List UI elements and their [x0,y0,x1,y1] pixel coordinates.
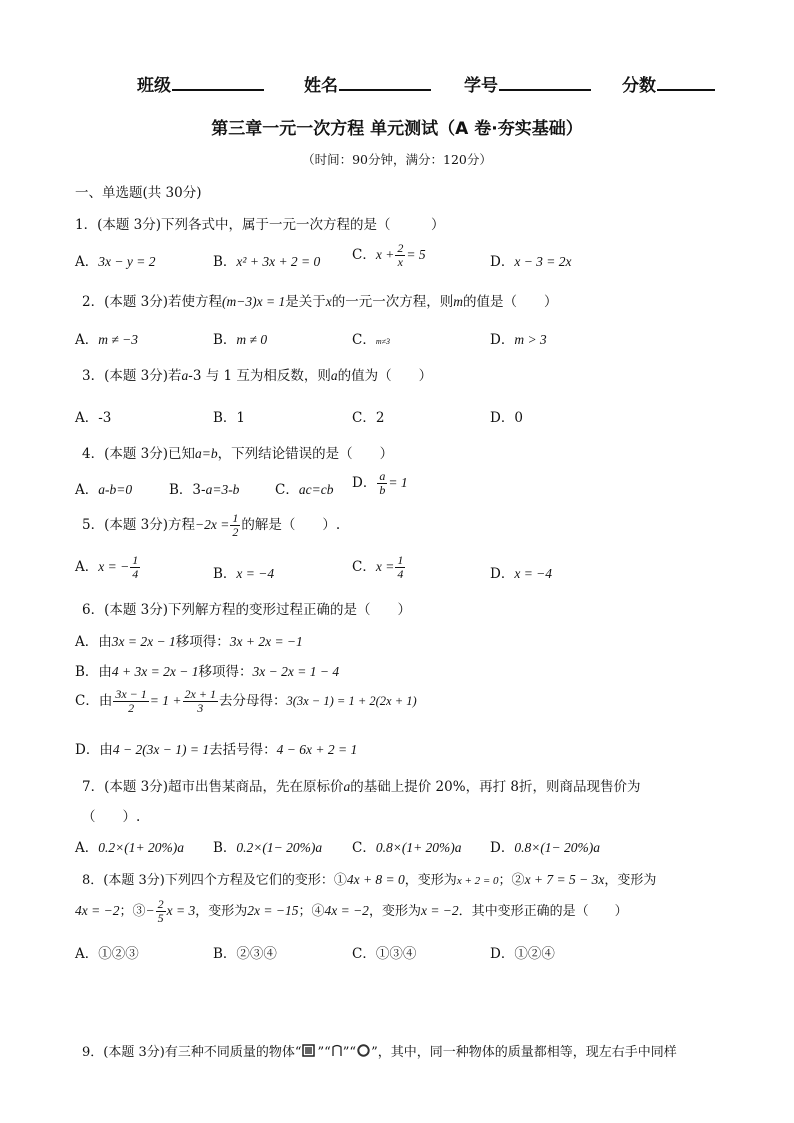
q3-option-c[interactable]: C．2 [352,410,385,426]
id-label: 学号 [464,76,498,96]
q1-option-b[interactable]: B．x² + 3x + 2 = 0 [213,254,321,270]
q3-option-b[interactable]: B．1 [213,410,246,426]
question-8-stem: 8．(本题 3分)下列四个方程及它们的变形：①4x + 8 = 0，变形为x + 2 = 0；②x + 7 = 5 − 3x，变形为 [82,872,657,888]
name-blank [339,73,431,91]
q8-option-b[interactable]: B．②③④ [213,946,277,962]
q6-option-b[interactable]: B．由4 + 3x = 2x − 1移项得：3x − 2x = 1 − 4 [75,664,340,680]
q5-option-c[interactable]: C．x = $\frac{1}{4}$ [352,553,404,581]
q2-option-d[interactable]: D．m > 3 [490,332,547,348]
score-blank [657,73,715,91]
score-field [622,71,715,96]
cylinder-icon [332,1044,342,1061]
q8-option-a[interactable]: A．①②③ [75,946,139,962]
q1-option-c[interactable]: C．x + $\frac{2}{x}$ = 5 [352,241,426,269]
question-2-stem: 2．(本题 3分)若使方程(m−3)x = 1是关于x的一元一次方程，则m的值是（ ） [82,294,558,310]
question-3-stem: 3．(本题 3分)若a-3 与 1 互为相反数，则a的值为（ ） [82,368,433,384]
q4-option-a[interactable]: A．a-b=0 [75,482,133,498]
class-blank [172,73,264,91]
q6-option-a[interactable]: A．由3x = 2x − 1移项得：3x + 2x = −1 [75,634,303,650]
question-9-stem: 9．(本题 3分)有三种不同质量的物体“ ”“ ”“ ”，其中，同一种物体的质量都相等，现左右手中同样 [82,1045,677,1060]
question-6-stem: 6．(本题 3分)下列解方程的变形过程正确的是（ ） [82,602,412,618]
q5-option-a[interactable]: A．x = − $\frac{1}{4}$ [75,553,139,581]
sphere-icon [357,1044,370,1061]
q2-option-c[interactable]: C．m≠3 [352,332,391,348]
question-1-stem: 1．(本题 3分)下列各式中，属于一元一次方程的是（ ） [75,217,445,233]
q3-option-d[interactable]: D．0 [490,410,523,426]
name-label: 姓名 [304,76,338,96]
q4-option-b[interactable]: B．3-a=3-b [169,482,240,498]
question-7-stem: 7．(本题 3分)超市出售某商品，先在原标价a的基础上提价 20%，再打 8折，则商品现售价为 [82,779,641,795]
q1-option-a[interactable]: A．3x − y = 2 [75,254,156,270]
question-8-stem-line2: 4x = −2；③− $\frac{2}{5}$ x = 3，变形为2x = −15；④4x = −2，变形为x = −2．其中变形正确的是（ ） [75,897,628,925]
q7-option-c[interactable]: C．0.8×(1+ 20%)a [352,840,462,856]
q4-option-c[interactable]: C．ac=cb [275,482,334,498]
q5-option-b[interactable]: B．x = −4 [213,566,275,582]
q6-option-c[interactable]: C．由 $\frac{3x - 1}{2}$ = 1 + $\frac{2x + 1}{3}$ 去分母得：3(3x − 1) = 1 + 2(2x + 1) [75,687,417,715]
q3-option-a[interactable]: A．-3 [75,410,112,426]
q8-option-d[interactable]: D．①②④ [490,946,555,962]
q5-option-d[interactable]: D．x = −4 [490,566,553,582]
question-4-stem: 4．(本题 3分)已知a=b，下列结论错误的是（ ） [82,446,394,462]
question-7-stem-line2: （ ）. [82,809,141,825]
class-field [137,71,264,96]
score-label: 分数 [622,76,656,96]
q1-option-d[interactable]: D．x − 3 = 2x [490,254,572,270]
q7-option-b[interactable]: B．0.2×(1− 20%)a [213,840,323,856]
name-field [304,71,431,96]
page-title: 第三章一元一次方程 单元测试（A 卷·夯实基础） [211,119,583,139]
q7-option-d[interactable]: D．0.8×(1− 20%)a [490,840,601,856]
q7-option-a[interactable]: A．0.2×(1+ 20%)a [75,840,184,856]
q2-option-b[interactable]: B．m ≠ 0 [213,332,268,348]
class-label: 班级 [137,76,171,96]
q8-option-c[interactable]: C．①③④ [352,946,417,962]
question-5-stem: 5．(本题 3分)方程−2x = $\frac{1}{2}$ 的解是（ ）. [82,511,341,539]
exam-info: （时间：90分钟，满分：120分） [302,152,492,167]
q4-option-d[interactable]: D． $\frac{a}{b}$ = 1 [352,469,408,497]
section-heading: 一、单选题(共 30分) [75,185,202,201]
id-field [464,71,591,96]
id-blank [499,73,591,91]
q6-option-d[interactable]: D．由4 − 2(3x − 1) = 1去括号得：4 − 6x + 2 = 1 [75,742,358,758]
cube-icon [302,1044,316,1061]
q2-option-a[interactable]: A．m ≠ −3 [75,332,139,348]
